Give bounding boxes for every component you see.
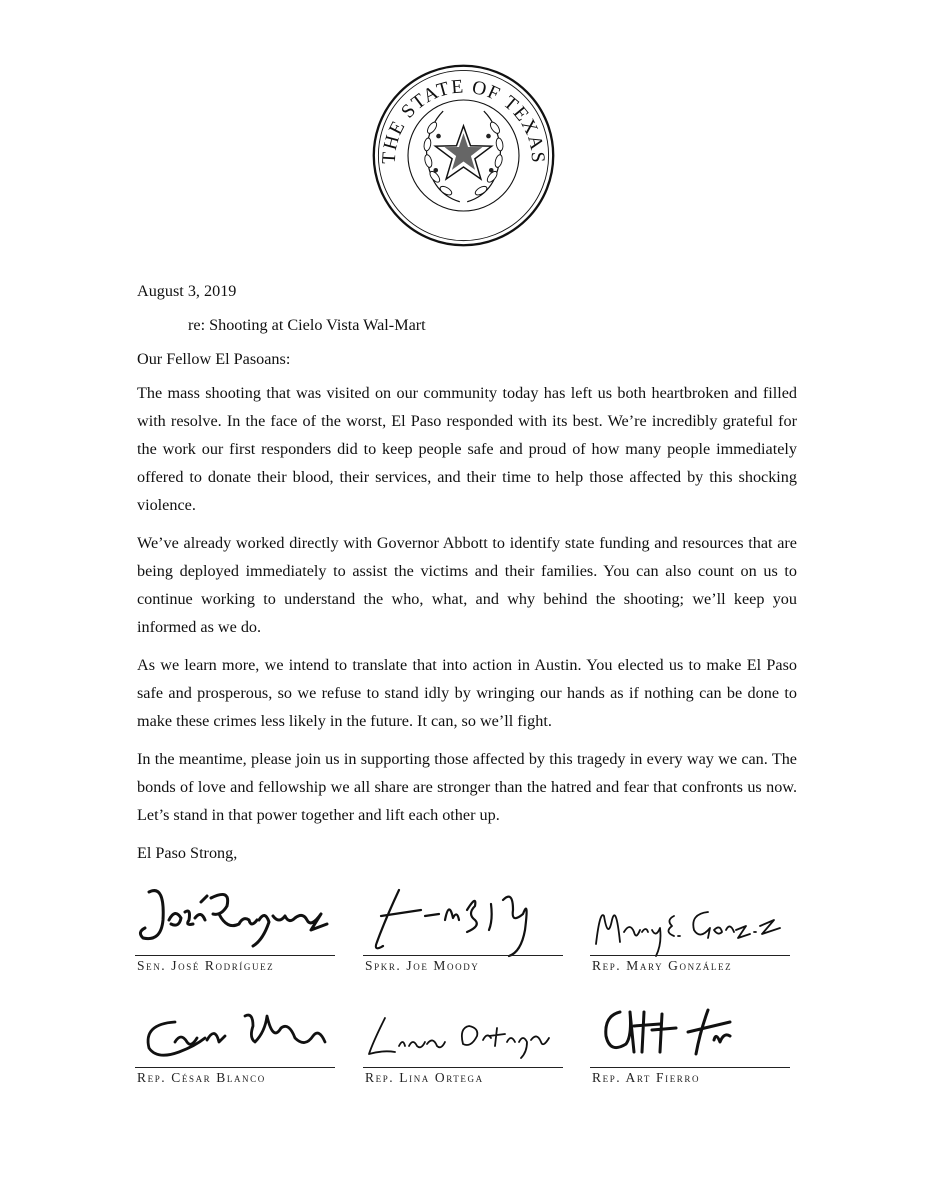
letter-paragraph: The mass shooting that was visited on our community today has left us both heartbroken and filled with resolve. In the face of the worst, El Paso responded with its best. We’re incredibly grateful for the work our first responders did to keep people safe and proud of how many people immediately offered to donate their blood, their services, and their time to help those affected by this shocking violence. [137,384,797,514]
signatory-name: Rep. Lina Ortega [365,1070,484,1085]
letter-closing: El Paso Strong, [137,844,238,862]
letter-paragraph: In the meantime, please join us in supporting those affected by this tragedy in every way we can. The bonds of love and fellowship we all share are stronger than the hatred and fear that confronts us now. Let’s stand in that power together and lift each other up. [137,750,797,824]
signature-line [363,1067,563,1068]
signature-block [363,880,563,990]
signature-line [590,955,790,956]
signature-block [135,992,335,1102]
letter-salutation: Our Fellow El Pasoans: [137,350,291,368]
signatory-name: Rep. César Blanco [137,1070,266,1085]
signature-line [135,955,335,956]
signatory-name: Rep. Art Fierro [592,1070,701,1085]
letter-date: August 3, 2019 [137,282,237,300]
signatory-name: Rep. Mary González [592,958,733,973]
signature-line [590,1067,790,1068]
letter-body [137,277,797,867]
texas-state-seal [371,63,556,248]
handwritten-signature [135,880,335,960]
signature-block [135,880,335,990]
letter-subject: re: Shooting at Cielo Vista Wal-Mart [188,316,426,334]
handwritten-signature [590,992,790,1072]
letter-paragraph: We’ve already worked directly with Governor Abbott to identify state funding and resources that are being deployed immediately to assist the victims and their families. You can also count on us to continue working to understand the who, what, and why behind the shooting; we’ll keep you informed as we do. [137,534,797,636]
handwritten-signature [363,880,563,960]
letter-paragraph: As we learn more, we intend to translate that into action in Austin. You elected us to make El Paso safe and prosperous, so we refuse to stand idly by wringing our hands as if nothing can be done to make these crimes less likely in the future. It can, so we’ll fight. [137,656,797,730]
signatory-name: Sen. José Rodríguez [137,958,275,973]
handwritten-signature [135,992,335,1072]
signature-block [590,992,790,1102]
signature-line [135,1067,335,1068]
handwritten-signature [590,880,790,960]
signature-line [363,955,563,956]
signature-block [590,880,790,990]
svg-text:THE STATE OF TEXAS: THE STATE OF TEXAS [378,76,549,165]
signatory-name: Spkr. Joe Moody [365,958,480,973]
handwritten-signature [363,992,563,1072]
signature-block [363,992,563,1102]
